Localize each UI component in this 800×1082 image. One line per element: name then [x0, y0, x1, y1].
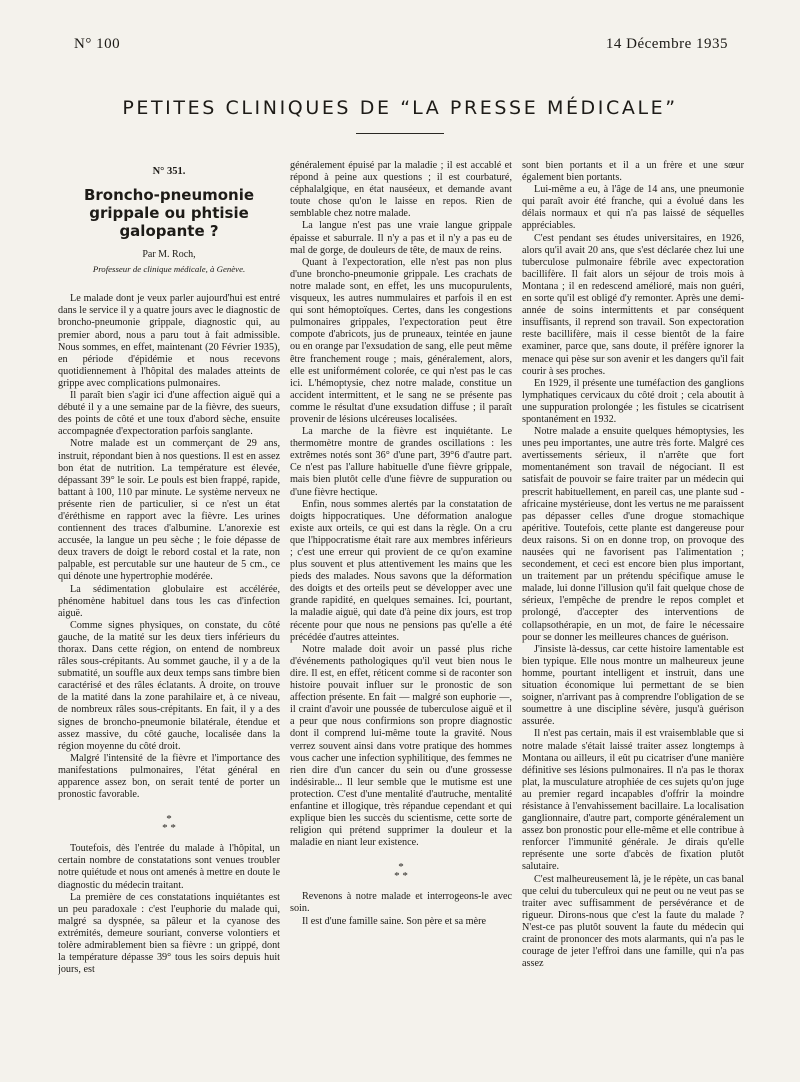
paragraph: Toutefois, dès l'entrée du malade à l'hôpital, un certain nombre de constatations sont venues troubler notre quiétude et nous ont amenés à mettre en doute le diagnostic du médecin traitant. — [58, 843, 280, 891]
paragraph: Malgré l'intensité de la fièvre et l'importance des manifestations pulmonaires, l'état général en apparence assez bon, on serait tenté de porter un pronostic favorable. — [58, 752, 280, 801]
paragraph: Enfin, nous sommes alertés par la constatation de doigts hippocratiques. Une déformation analogue existe aux orteils, ce qui est dans la règle. On a cru que l'hippocratisme était rare aux membres inférieurs ; c'est une erreur qui provient de ce qu'on examine plus souvent et plus attentivement les mains que les pieds des malades. Nous savons que la déformation des doigts et des orteils peut se développer avec une grande rapidité, en quelques semaines. Ici, pourtant, la maladie aiguë, qui date d'à peine dix jours, est trop récente pour que nous ne pensions pas qu'elle a été précédée d'autres atteintes. — [290, 498, 512, 643]
paragraph: La marche de la fièvre est inquiétante. Le thermomètre montre de grandes oscillations : les extrêmes notés sont 36° d'une part, 39°6 d'autre part. Ce n'est pas l'allure habituelle d'une fièvre grippale, mais bien plutôt celle d'une fièvre de suppuration ou d'une fièvre hectique. — [290, 426, 512, 498]
running-header — [60, 36, 740, 56]
issue-number: N° 100 — [74, 36, 121, 52]
section-separator: * * * — [162, 813, 176, 835]
paragraph: Revenons à notre malade et interrogeons-le avec soin. — [290, 891, 512, 915]
paragraph: En 1929, il présente une tuméfaction des ganglions lymphatiques cervicaux du côté droit ; cela aboutit à une suppuration prolongée ; les fistules se cicatrisent spontanément en 1932. — [522, 377, 744, 425]
paragraph: Lui-même a eu, à l'âge de 14 ans, une pneumonie qui paraît avoir été franche, qui a évolué dans les délais normaux et qui n'a pas laissé de séquelles appréciables. — [522, 184, 744, 232]
author-byline: Par M. Roch, — [142, 249, 196, 261]
article-number: N° 351. — [152, 166, 186, 177]
paragraph: Notre malade doit avoir un passé plus riche d'événements pathologiques qu'il veut bien nous le dire. Il est, en effet, réticent comme si de raconter son histoire pouvait influer sur le pronostic de son affection présente. En fait — malgré son euphorie —, il craint d'avoir une poussée de tuberculose aiguë et il a peur que nous confirmions son propre diagnostic dont il comprend lui-même toute la gravité. Nous verrez souvent ainsi dans votre pratique des hommes vous cacher une infection syphilitique, des femmes ne rien dire d'un cancer du sein ou d'une grossesse indésirable... Il leur semble que le mutisme est une protection. C'est d'une mentalité d'autruche, mentalité enfantine et illogique, très répandue cependant et qui explique bien les succès du scientisme, cette sorte de religion qui prétend supprimer la douleur et la maladie en niant leur existence. — [290, 643, 512, 849]
paragraph: La première de ces constatations inquiétantes est un peu paradoxale : c'est l'euphorie du malade qui, malgré sa dyspnée, sa pâleur et la cyanose des extrémités, demeure souriant, converse volontiers et tolère admirablement bien sa fièvre : un grippé, dont la température dépasse 39° tous les soirs depuis huit jours, est — [58, 891, 280, 976]
column-1 — [58, 160, 280, 1065]
author-affiliation: Professeur de clinique médicale, à Genève. — [92, 264, 246, 275]
paragraph: Le malade dont je veux parler aujourd'hui est entré dans le service il y a quatre jours avec le diagnostic de broncho-pneumonie grippale, diagnostic qui, au premier abord, nous a paru tout à fait admissible. Nous sommes, en effet, maintenant (20 Février 1935), en période d'épidémie et nous recevons quotidiennement à l'hôpital des malades atteints de grippe avec complications pulmonaires. — [58, 293, 280, 389]
paragraph: C'est pendant ses études universitaires, en 1926, alors qu'il avait 20 ans, que s'est déclarée chez lui une tuberculose pulmonaire fébrile avec expectoration bacillifère. Il fait alors un séjour de trois mois à Montana ; il en redescend amélioré, mais non guéri, en sorte qu'il est obligé d'y remonter. Après une demi-année de soins intermittents et par conséquent insuffisants, il reprend son travail. Son expectoration reste bacillifère, mais il cesse bientôt de la faire examiner, parce que, sans doute, il préfère ignorer la menace qui pèse sur son avenir et les dangers qu'il fait courir à ses proches. — [522, 232, 744, 377]
column-2 — [290, 160, 512, 1065]
paragraph: Notre malade est un commerçant de 29 ans, instruit, répondant bien à nos questions. Il est en assez bon état de nutrition. La température est élevée, dépassant 39° le soir. Le pouls est bien frappé, rapide, battant à 100, 110 par minute. Le système nerveux ne présente rien de particulier, si ce n'est un état d'éréthisme en rapport avec la fièvre. Les urines contiennent des traces d'albumine. L'anorexie est accusée, la langue un peu sèche ; le foie dépasse de deux travers de doigt le rebord costal et la rate, non palpable, est percutable sur une hauteur de 5 cm., ce qui dénote une hypertrophie modérée. — [58, 438, 280, 583]
paragraph: La langue n'est pas une vraie langue grippale épaisse et saburrale. Il n'y a pas et il n'y a pas eu de mal de gorge, de douleurs de tête, de maux de reins. — [290, 220, 512, 256]
section-separator: * * * — [394, 861, 408, 883]
paragraph: Comme signes physiques, on constate, du côté gauche, de la matité sur les deux tiers inférieurs du thorax. Dans cette région, on entend de nombreux râles sous-crépitants. Au sommet gauche, il y a de la submatité, un souffle aux deux temps sans timbre bien caractérisé et des râles éclatants. A droite, on trouve de la matité dans la zone parahilaire et, à ce niveau, de nombreux râles sous-crépitants. En fait, il y a des signes de broncho-pneumonie bilatérale, étendue et assez massive, du côté gauche, localisée dans la région moyenne du côté droit. — [58, 619, 280, 752]
paragraph: Notre malade a ensuite quelques hémoptysies, les unes peu importantes, une autre très forte. Malgré ces avertissements sérieux, il n'arrête que fort momentanément son travail de négociant. Il est satisfait de pouvoir se faire traiter par un médecin qui prescrit habituellement, en pareil cas, une plante sud - africaine mystérieuse, dont les vertus ne me paraissent pas dépasser celles d'une drogue stomachique apéritive. Toutefois, cette plante est dangereuse pour deux raisons. Si on en donne trop, on provoque des nausées qui ne favorisent pas l'alimentation ; secondement, et ceci est encore bien plus important, un traitement par un prétendu spécifique amuse le malade, lui donne l'illusion qu'il fait quelque chose de sérieux, l'empêche de prendre le repos complet et prolongé, d'accepter des interventions de collapsothérapie, en un mot, de faire le nécessaire pour se donner les meilleures chances de guérison. — [522, 426, 744, 643]
paragraph: sont bien portants et il a un frère et une sœur également bien portants. — [522, 160, 744, 184]
column-3 — [522, 160, 744, 1065]
section-title: PETITES CLINIQUES DE “LA PRESSE MÉDICALE” — [122, 97, 678, 119]
paragraph: Il paraît bien s'agir ici d'une affection aiguë qui a débuté il y a une semaine par de la fièvre, des sueurs, des points de côté et une toux d'abord sèche, ensuite accompagnée d'expectoration parfois sanglante. — [58, 390, 280, 438]
paragraph: La sédimentation globulaire est accélérée, phénomène habituel dans tous les cas d'infection aiguë. — [58, 583, 280, 619]
paragraph: J'insiste là-dessus, car cette histoire lamentable est bien typique. Elle nous montre un malheureux jeune homme, pourtant intelligent et instruit, dans une situation économique lui permettant de se bien soigner, n'arrivant pas à comprendre l'obligation de se soumettre à une discipline sévère, jusqu'à guérison assurée. — [522, 643, 744, 728]
article-title: Broncho-pneumonie grippale ou phtisie galopante ? — [83, 186, 255, 241]
paragraph: Quant à l'expectoration, elle n'est pas non plus d'une broncho-pneumonie grippale. Les crachats de notre malade sont, en effet, les uns mucopurulents, visqueux, les autres nummulaires et parfois il en est qui sont hémoptoïques. Certes, dans les congestions pulmonaires grippales, l'expectoration peut être compote d'abricots, jus de pruneaux, teintée en jaune ou en orange par l'exsudation de sang, elle peut même être franchement rouge ; mais, généralement, alors, elle est uniformément colorée, ce qui n'est pas le cas ici. L'hémoptysie, chez notre malade, constitue un accident intermittent, et le sang ne se présente pas comme le résultat d'une exsudation diffuse ; il paraît provenir de lésions ulcéreuses localisées. — [290, 256, 512, 425]
paragraph: Il n'est pas certain, mais il est vraisemblable que si notre malade s'était laissé traiter assez longtemps à Montana ou ailleurs, il eût pu cicatriser d'une manière définitive ses lésions pulmonaires. Il n'a pas le thorax plat, la musculature atrophiée de ces sujets qu'on juge au premier regard incapables d'offrir la moindre résistance à l'envahissement bacillaire. La localisation ganglionnaire, d'autre part, comporte généralement un assez bon pronostic pour elle-même et elle contribue à renforcer l'immunité générale. Je dirais qu'elle représente une sorte d'abcès de fixation plutôt salutaire. — [522, 728, 744, 873]
paragraph: Il est d'une famille saine. Son père et sa mère — [302, 915, 487, 927]
issue-date: 14 Décembre 1935 — [605, 36, 728, 52]
paragraph: C'est malheureusement là, je le répète, un cas banal que celui du tuberculeux qui ne peut ou ne veut pas se traiter avec suffisamment de persévérance et de rigueur. Dirons-nous que c'est la faute du malade ? N'est-ce pas plutôt souvent la faute du médecin qui craint de prononcer des mots alarmants, qui n'a pas le courage de jeter l'effroi dans une famille, qui n'a pas assez — [522, 873, 744, 970]
title-rule — [356, 133, 444, 134]
paragraph: généralement épuisé par la maladie ; il est accablé et répond à peine aux questions ; il est courbaturé, céphalalgique, en état nauséeux, et demande avant toute chose qu'on le laisse en repos. Rien de semblable chez notre malade. — [290, 160, 512, 220]
